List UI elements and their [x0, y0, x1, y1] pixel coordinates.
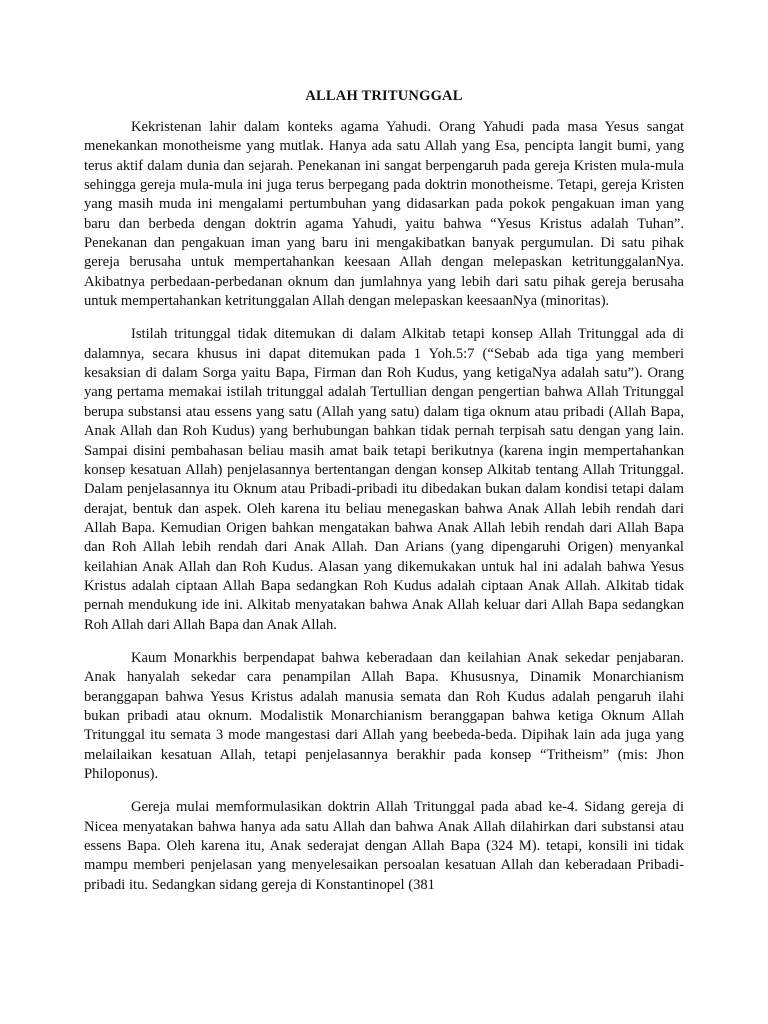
paragraph-1: Kekristenan lahir dalam konteks agama Yahudi. Orang Yahudi pada masa Yesus sangat menekankan monotheisme yang mutlak. Hanya ada satu Allah yang Esa, pencipta langit bumi, yang terus aktif dalam dunia dan sejarah. Penekanan ini sangat berpengaruh pada gereja Kristen mula-mula sehingga gereja mula-mula ini juga terus berpegang pada doktrin monotheisme. Tetapi, gereja Kristen yang masih muda ini mengalami pertumbuhan yang didasarkan pada pokok pengakuan iman yang baru dan berbeda dengan doktrin agama Yahudi, yaitu bahwa “Yesus Kristus adalah Tuhan”. Penekanan dan pengakuan iman yang baru ini mengakibatkan banyak pergumulan. Di satu pihak gereja berusaha untuk mempertahankan keesaan Allah dengan melepaskan ketritunggalanNya. Akibatnya perbedaan-perbedanan oknum dan jumlahnya yang lebih dari satu pihak gereja berusaha untuk mempertahankan ketritunggalan Allah dengan melepaskan keesaanNya (minoritas). [84, 119, 684, 310]
document-title: ALLAH TRITUNGGAL [305, 88, 463, 104]
paragraph-4: Gereja mulai memformulasikan doktrin Allah Tritunggal pada abad ke-4. Sidang gereja di Nicea menyatakan bahwa hanya ada satu Allah dan bahwa Anak Allah dilahirkan dari substansi atau essens Bapa. Oleh karena itu, Anak sederajat dengan Allah Bapa (324 M). tetapi, konsili ini tidak mampu memberi penjelasan yang menyelesaikan persoalan kesatuan Allah dan keberadaan Pribadi-pribadi itu. Sedangkan sidang gereja di Konstantinopel (381 [84, 799, 684, 893]
paragraph-3: Kaum Monarkhis berpendapat bahwa keberadaan dan keilahian Anak sekedar penjabaran. Anak hanyalah sekedar cara penampilan Allah Bapa. Khususnya, Dinamik Monarchianism beranggapan bahwa Yesus Kristus adalah manusia semata dan Roh Kudus adalah pengaruh ilahi bukan pribadi atau oknum. Modalistik Monarchianism beranggapan bahwa ketiga Oknum Allah Tritunggal itu semata 3 mode mangestasi dari Allah yang beebeda-beda. Dipihak lain ada juga yang melailaikan kesatuan Allah, tetapi penjelasannya berakhir pada konsep “Tritheism” (mis: Jhon Philoponus). [84, 649, 684, 782]
document-body [84, 86, 684, 909]
paragraph-2: Istilah tritunggal tidak ditemukan di dalam Alkitab tetapi konsep Allah Tritunggal ada di dalamnya, secara khusus ini dapat ditemukan pada 1 Yoh.5:7 (“Sebab ada tiga yang memberi kesaksian di dalam Sorga yaitu Bapa, Firman dan Roh Kudus, yang ketigaNya adalah satu”). Orang yang pertama memakai istilah tritunggal adalah Tertullian dengan pengertian bahwa Allah Tritunggal berupa substansi atau essens yang satu (Allah yang satu) dalam tiga oknum atau pribadi (Allah Bapa, Anak Allah dan Roh Kudus) yang berhubungan bahkan tidak pernah terpisah satu dengan yang lain. Sampai disini pembahasan beliau masih amat baik tetapi berikutnya (karena ingin mempertahankan konsep kesatuan Allah) penjelasannya bertentangan dengan konsep Alkitab tentang Allah Tritunggal. Dalam penjelasannya itu Oknum atau Pribadi-pribadi itu dibedakan bukan dalam kondisi tetapi dalam derajat, bentuk dan aspek. Oleh karena itu beliau menegaskan bahwa Anak Allah lebih rendah dari Allah Bapa. Kemudian Origen bahkan mengatakan bahwa Anak Allah lebih rendah dari Allah Bapa dan Roh Allah lebih rendah dari Anak Allah. Dan Arians (yang dipengaruhi Origen) menyankal keilahian Anak Allah dan Roh Kudus. Alasan yang dikemukakan untuk hal ini adalah bahwa Yesus Kristus adalah ciptaan Allah Bapa sedangkan Roh Kudus adalah ciptaan Anak Allah. Alkitab tidak pernah mendukung ide ini. Alkitab menyatakan bahwa Anak Allah keluar dari Allah Bapa sedangkan Roh Allah dari Allah Bapa dan Anak Allah. [84, 326, 684, 633]
